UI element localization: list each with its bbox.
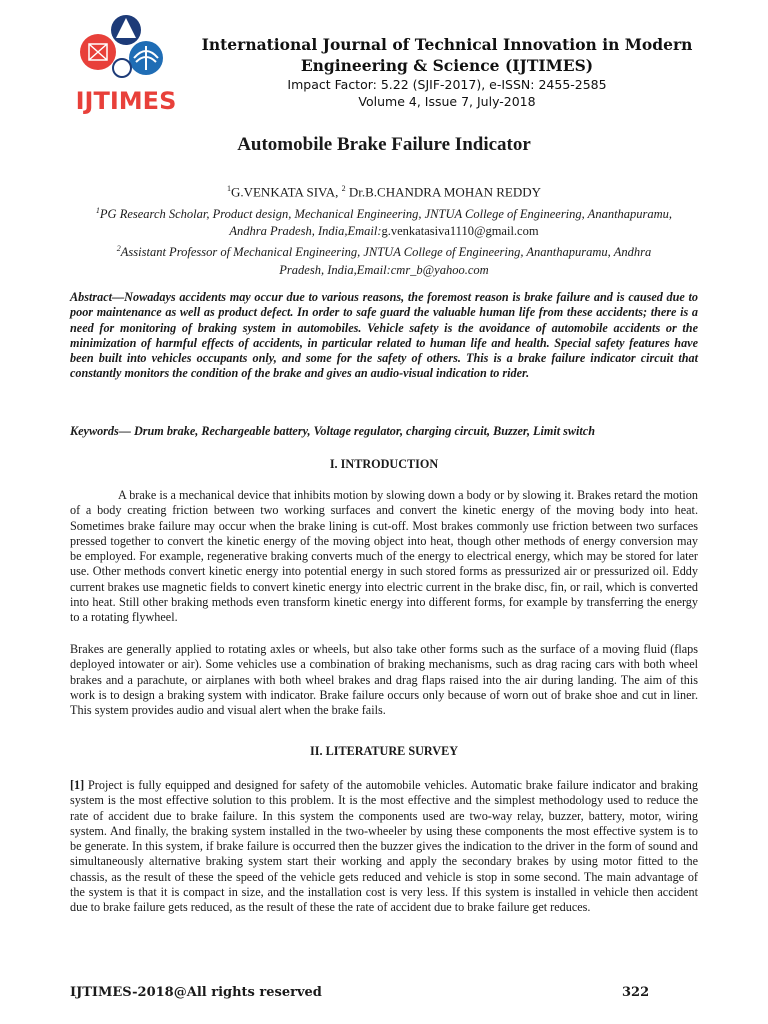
footer-copyright: IJTIMES-2018@All rights reserved <box>70 985 322 1000</box>
journal-header <box>196 34 698 110</box>
author1-sup: 1 <box>226 184 231 193</box>
volume-issue: Volume 4, Issue 7, July-2018 <box>358 94 536 109</box>
intro-paragraph-2: Brakes are generally applied to rotating axles or wheels, but also take other forms such as the surface of a moving fluid (flaps deployed intowater or air). Some vehicles use a combination of braking mechanisms, such as drag racing cars with both wheel brakes and a parachute, or airplanes with both wheel brakes and drag flaps raised into the air during landing. The aim of this work is to design a braking system with indicator. Brake failure occurs only because of worn out of brake shoe and cut in liner. This system provides audio and visual alert when the brake fails. <box>70 642 698 718</box>
aff1-email[interactable]: g.venkatasiva1110@gmail.com <box>381 224 539 239</box>
journal-title-line2: Engineering & Science (IJTIMES) <box>300 56 594 75</box>
aff1-sup: 1 <box>95 206 100 216</box>
impact-factor: Impact Factor: 5.22 (SJIF-2017), e-ISSN: 2455-2585 <box>287 77 607 92</box>
affiliation-2 <box>60 240 708 278</box>
section-heading-introduction: I. INTRODUCTION <box>329 457 439 471</box>
reference-marker: [1] <box>70 778 85 792</box>
aff2-line1: Assistant Professor of Mechanical Engineering, JNTUA College of Engineering, Ananthapuramu, Andhra <box>120 245 652 260</box>
section-heading-literature-survey: II. LITERATURE SURVEY <box>310 744 458 758</box>
aff2-line2: Pradesh, India,Email:cmr_b@yahoo.com <box>279 262 489 277</box>
logo-wordmark: IJTIMES <box>75 87 177 115</box>
intro-paragraph-1: A brake is a mechanical device that inhibits motion by slowing down a body or by slowing it. Brakes retard the motion of a body creating friction between two working surfaces and convert the kinetic energy of the moving body into heat. Sometimes brake failure may occur when the brake lining is cut-off. Most brakes commonly use friction between two surfaces pressed together to convert the kinetic energy of the moving object into heat, though other methods of energy conversion may be employed. For example, regenerative braking converts much of the energy to electrical energy, which may be stored for later use. Other methods convert kinetic energy into potential energy in such stored forms as pressurized air or pressurized oil. Eddy current brakes use magnetic fields to convert kinetic energy into electric current in the brake disc, fin, or rail, which is converted into heat. Still other braking methods even transform kinetic energy into different forms, for example by transferring the energy to a rotating flywheel. <box>70 488 698 625</box>
author2-name: Dr.B.CHANDRA MOHAN REDDY <box>345 184 542 200</box>
affiliation-1 <box>60 202 708 240</box>
aff2-sup: 2 <box>116 244 121 254</box>
paper-title: Automobile Brake Failure Indicator <box>237 134 531 155</box>
author-block <box>60 180 708 279</box>
journal-title-line1: International Journal of Technical Innovation in Modern <box>201 35 693 54</box>
ijtimes-logo-icon <box>64 12 188 116</box>
literature-paragraph-1 <box>70 778 698 916</box>
author2-sup: 2 <box>341 184 346 193</box>
footer-page-number: 322 <box>622 985 650 1000</box>
abstract: Abstract—Nowadays accidents may occur due to various reasons, the foremost reason is brake failure and is caused due to poor maintenance as well as product defect. In order to safe guard the valuable human life from these accidents; there is a need for monitoring of braking system in automobiles. Vehicle safety is the avoidance of automobile accidents or the minimization of harmful effects of accidents, in particular related to human life and health. Special safety features have been built into vehicles occupants only, and some for the safety of others. This is a brake failure indicator circuit that constantly monitors the condition of the brake and gives an audio-visual indication to rider. <box>70 290 698 381</box>
aff1-line2: Andhra Pradesh, India,Email: <box>229 224 382 239</box>
literature-text: Project is fully equipped and designed for safety of the automobile vehicles. Automatic brake failure indicator and braking system is the most effective solution to this problem. It is the most effective and the simplest methodology used to reduce the rate of accident due to brake failure. In this system the components used are two-way relay, buzzer, battery, motor, wiring system. And finally, the braking system installed in the two-wheeler by using these components the most effective system is to be generate. In this system, if brake failure is occurred then the buzzer gives the indication to the driver in the form of sound and simultaneously alternative braking system start their working and apply the secondary brakes by using motor fitted to the chassis, as the result of these the speed of the vehicle gets reduced and vehicle is stop in some second. The main advantage of the system is that it is compact in size, and the installation cost is very less. If this system is installed in vehicle then accident due to brake failure gets reduced, as the result of these the rate of accident due to brake failure get reduces. <box>70 778 698 915</box>
keywords: Keywords— Drum brake, Rechargeable battery, Voltage regulator, charging circuit, Buzzer, Limit switch <box>70 424 595 438</box>
aff1-line1: PG Research Scholar, Product design, Mechanical Engineering, JNTUA College of Engineering, Ananthapuramu, <box>99 207 673 222</box>
journal-logo <box>64 12 188 116</box>
author1-name: G.VENKATA SIVA, <box>230 184 342 200</box>
author-names <box>60 180 708 200</box>
